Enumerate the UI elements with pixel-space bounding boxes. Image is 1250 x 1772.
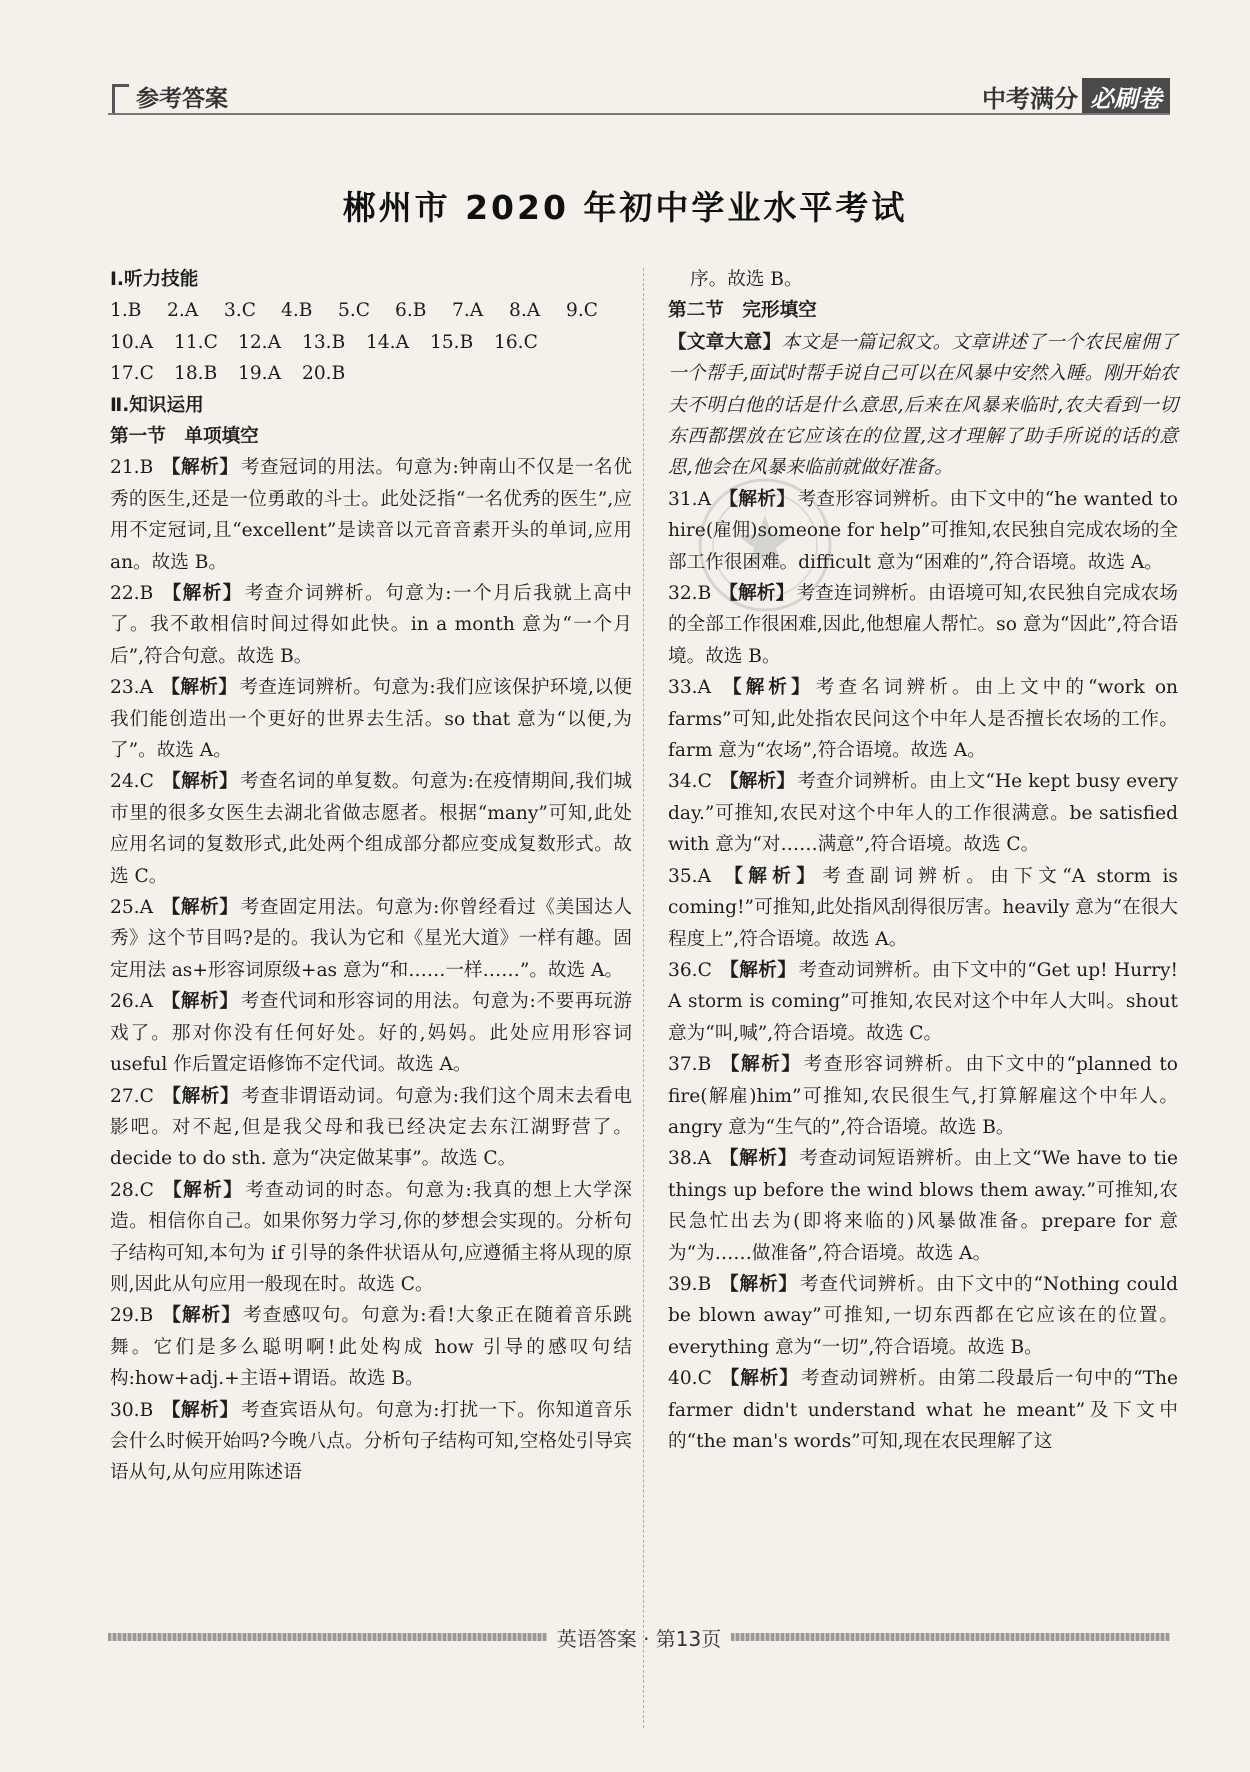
item-text: 考查动词辨析。由第二段最后一句中的“The farmer didn't understand what he meant”及下文中的“the man's words”可知,现在农民理解了这 (668, 1368, 1178, 1452)
item-text: 考查代词和形容词的用法。句意为:不要再玩游戏了。那对你没有任何好处。好的,妈妈。此处应用形容词 useful 作后置定语修饰不定代词。故选 A。 (110, 991, 632, 1076)
answer-cell: 6.B (395, 300, 427, 322)
explanation-item (110, 766, 632, 892)
header-left-label: 参考答案 (136, 86, 228, 112)
left-column (110, 264, 632, 1489)
summary-tag: 【文章大意】 (668, 331, 782, 353)
item-number: 35.A (668, 865, 723, 887)
item-number: 37.B (668, 1054, 719, 1076)
item-number: 25.A (110, 897, 160, 919)
item-text: 考查介词辨析。句意为:一个月后我就上高中了。我不敢相信时间过得如此快。in a month 意为“一个月后”,符合句意。故选 B。 (110, 583, 632, 667)
explanation-item (668, 1363, 1178, 1457)
item-tag: 【解析】 (723, 677, 814, 699)
answer-cell: 16.C (494, 331, 538, 353)
item-number: 24.C (110, 771, 161, 793)
section2-heading: Ⅱ.知识运用 (110, 394, 204, 416)
answer-cell: 14.A (366, 331, 409, 353)
explanation-item (110, 672, 632, 766)
answer-cell: 13.B (302, 331, 346, 353)
answer-cell: 9.C (566, 300, 598, 322)
item-tag: 【解析】 (719, 771, 796, 793)
part1-heading: 第一节 单项填空 (110, 426, 259, 447)
item-text: 考查形容词辨析。由下文中的“planned to fire(解雇)him”可推知,农民很生气,打算解雇这个中年人。angry 意为“生气的”,符合语境。故选 B。 (668, 1054, 1178, 1138)
item-number: 31.A (668, 488, 718, 510)
answer-cell: 1.B (110, 300, 142, 322)
explanation-item (668, 672, 1178, 766)
answer-cell: 17.C (110, 363, 154, 385)
item-tag: 【解析】 (161, 1399, 239, 1421)
page-header (108, 78, 1170, 114)
item-tag: 【解析】 (162, 1305, 242, 1327)
item-tag: 【解析】 (719, 488, 796, 510)
item-tag: 【解析】 (720, 1368, 799, 1390)
page-footer (108, 1622, 1170, 1652)
answer-cell: 3.C (224, 300, 256, 322)
answer-cell: 4.B (281, 300, 313, 322)
item-number: 38.A (668, 1148, 718, 1170)
bracket-mark (112, 84, 129, 113)
item-text: 考查介词辨析。由上文“He kept busy every day.”可推知,农民对这个中年人的工作很满意。be satisfied with 意为“对……满意”,符合语境。故选 C。 (668, 771, 1178, 856)
item-tag: 【解析】 (161, 897, 239, 919)
item-text: 考查非谓语动词。句意为:我们这个周末去看电影吧。对不起,但是我父母和我已经决定去东江湖野营了。decide to do sth. 意为“决定做某事”。故选 C。 (110, 1085, 632, 1170)
answer-cell: 2.A (167, 300, 199, 322)
item-text: 考查感叹句。句意为:看!大象正在随着音乐跳舞。它们是多么聪明啊!此处构成 how 引导的感叹句结构:how+adj.+主语+谓语。故选 B。 (110, 1305, 632, 1390)
explanation-item (668, 1269, 1178, 1363)
item-text: 考查动词短语辨析。由上文“We have to tie things up before the wind blows them away.”可推知,农民急忙出去为(即将来临的)风暴做准备。prepare for 意为“为……做准备”,符合语境。故选 A。 (668, 1148, 1178, 1264)
header-right (982, 78, 1170, 115)
item-number: 32.B (668, 583, 718, 605)
item-number: 29.B (110, 1305, 161, 1327)
item-tag: 【解析】 (719, 1148, 798, 1170)
item-text: 考查冠词的用法。句意为:钟南山不仅是一名优秀的医生,还是一位勇敢的斗士。此处泛指“一名优秀的医生”,应用不定冠词,且“excellent”是读音以元音音素开头的单词,应用 an。故选 B。 (110, 457, 633, 573)
watermark-stamp (690, 470, 840, 620)
item-number: 40.C (668, 1368, 719, 1390)
answer-cell: 7.A (452, 300, 484, 322)
item-number: 36.C (668, 959, 719, 981)
answer-cell: 12.A (238, 331, 281, 353)
item-tag: 【解析】 (162, 583, 243, 605)
item-tag: 【解析】 (161, 457, 239, 479)
item-number: 22.B (110, 583, 161, 605)
item-number: 21.B (110, 457, 160, 479)
header-left (108, 80, 228, 113)
item-number: 39.B (668, 1273, 719, 1295)
answer-cell: 20.B (302, 363, 346, 385)
explanation-item (668, 1049, 1178, 1143)
explanation-item (110, 892, 632, 986)
item-tag: 【解析】 (719, 583, 795, 605)
page-title: 郴州市 2020 年初中学业水平考试 (342, 188, 908, 227)
item-tag: 【解析】 (724, 865, 821, 887)
column-divider (643, 268, 644, 1728)
answer-cell: 8.A (509, 300, 541, 322)
header-badge: 必刷卷 (1082, 78, 1170, 115)
answers-row-2 (110, 327, 632, 358)
answer-cell: 18.B (174, 363, 218, 385)
answers-row-1 (110, 295, 632, 326)
item-number: 26.A (110, 991, 160, 1013)
explanation-item (668, 861, 1178, 955)
item-text: 考查连词辨析。句意为:我们应该保护环境,以便我们能创造出一个更好的世界去生活。so that 意为“以便,为了”。故选 A。 (110, 677, 632, 762)
item-text: 考查动词辨析。由下文中的“Get up! Hurry! A storm is coming”可推知,农民对这个中年人大叫。shout 意为“叫,喊”,符合语境。故选 C。 (668, 959, 1178, 1044)
item-text: 考查形容词辨析。由下文中的“he wanted to hire(雇佣)someone for help”可推知,农民独自完成农场的全部工作很困难。difficult 意为“困难的”,符合语境。故选 A。 (668, 488, 1178, 573)
item-tag: 【解析】 (720, 1054, 802, 1076)
article-summary (668, 327, 1178, 484)
item-text: 考查副词辨析。由下文“A storm is coming!”可推知,此处指风刮得很厉害。heavily 意为“在很大程度上”,符合语境。故选 A。 (668, 865, 1178, 950)
summary-text: 本文是一篇记叙文。文章讲述了一个农民雇佣了一个帮手,面试时帮手说自己可以在风暴中安然入睡。刚开始农夫不明白他的话是什么意思,后来在风暴来临时,农夫看到一切东西都摆放在它应该在的位置,这才理解了助手所说的话的意思,他会在风暴来临前就做好准备。 (668, 331, 1178, 479)
item-number: 33.A (668, 677, 722, 699)
item-tag: 【解析】 (161, 677, 238, 699)
item-text: 考查名词辨析。由上文中的“work on farms”可知,此处指农民问这个中年人是否擅长农场的工作。farm 意为“农场”,符合语境。故选 A。 (668, 677, 1178, 762)
item-tag: 【解析】 (162, 1085, 240, 1107)
answer-cell: 5.C (338, 300, 370, 322)
item-tag: 【解析】 (720, 1273, 798, 1295)
explanation-item (668, 955, 1178, 1049)
item-tag: 【解析】 (163, 1179, 244, 1201)
item-tag: 【解析】 (720, 959, 797, 981)
header-series-name: 中考满分 (982, 85, 1078, 113)
item-number: 28.C (110, 1179, 162, 1201)
header-rule (108, 113, 1170, 115)
explanation-item (110, 1395, 632, 1489)
answer-cell: 15.B (430, 331, 474, 353)
answer-cell: 11.C (174, 331, 218, 353)
item-text: 考查宾语从句。句意为:打扰一下。你知道音乐会什么时候开始吗?今晚八点。分析句子结构可知,空格处引导宾语从句,从句应用陈述语 (110, 1399, 633, 1484)
item-number: 23.A (110, 677, 160, 699)
part2-heading: 第二节 完形填空 (668, 300, 817, 322)
explanation-item (668, 1143, 1178, 1269)
item-text: 考查动词的时态。句意为:我真的想上大学深造。相信你自己。如果你努力学习,你的梦想会实现的。分析句子结构可知,本句为 if 引导的条件状语从句,应遵循主将从现的原则,因此从句应用一般现在时。故选 C。 (110, 1179, 632, 1295)
explanation-item (110, 1300, 632, 1394)
explanation-item (110, 986, 632, 1080)
answer-cell: 10.A (110, 331, 153, 353)
right-column (668, 264, 1178, 1457)
explanation-item (110, 452, 632, 578)
continuation-text: 序。故选 B。 (690, 269, 803, 290)
explanation-item (668, 766, 1178, 860)
answers-row-3 (110, 358, 632, 389)
explanation-item (110, 578, 632, 672)
item-text: 考查连词辨析。由语境可知,农民独自完成农场的全部工作很困难,因此,他想雇人帮忙。so 意为“因此”,符合语境。故选 B。 (668, 583, 1178, 667)
footer-bar-left (108, 1633, 547, 1641)
explanation-item (110, 1081, 632, 1175)
items-right-list (668, 484, 1178, 1458)
footer-bar-right (731, 1633, 1170, 1641)
item-number: 27.C (110, 1085, 161, 1107)
answer-cell: 19.A (238, 363, 281, 385)
item-tag: 【解析】 (161, 991, 239, 1013)
item-text: 考查固定用法。句意为:你曾经看过《美国达人秀》这个节目吗?是的。我认为它和《星光大道》一样有趣。固定用法 as+形容词原级+as 意为“和……一样……”。故选 A。 (110, 897, 632, 981)
item-number: 30.B (110, 1399, 160, 1421)
item-number: 34.C (668, 771, 718, 793)
items-left-list (110, 452, 632, 1488)
footer-page-label: 英语答案 · 第13页 (556, 1626, 722, 1651)
item-text: 考查名词的单复数。句意为:在疫情期间,我们城市里的很多女医生去湖北省做志愿者。根据“many”可知,此处应用名词的复数形式,此处两个组成部分都应变成复数形式。故选 C。 (110, 771, 632, 887)
item-tag: 【解析】 (162, 771, 238, 793)
item-text: 考查代词辨析。由下文中的“Nothing could be blown away”可推知,一切东西都在它应该在的位置。everything 意为“一切”,符合语境。故选 B。 (668, 1273, 1178, 1358)
explanation-item (110, 1175, 632, 1301)
section1-heading: Ⅰ.听力技能 (110, 269, 199, 290)
